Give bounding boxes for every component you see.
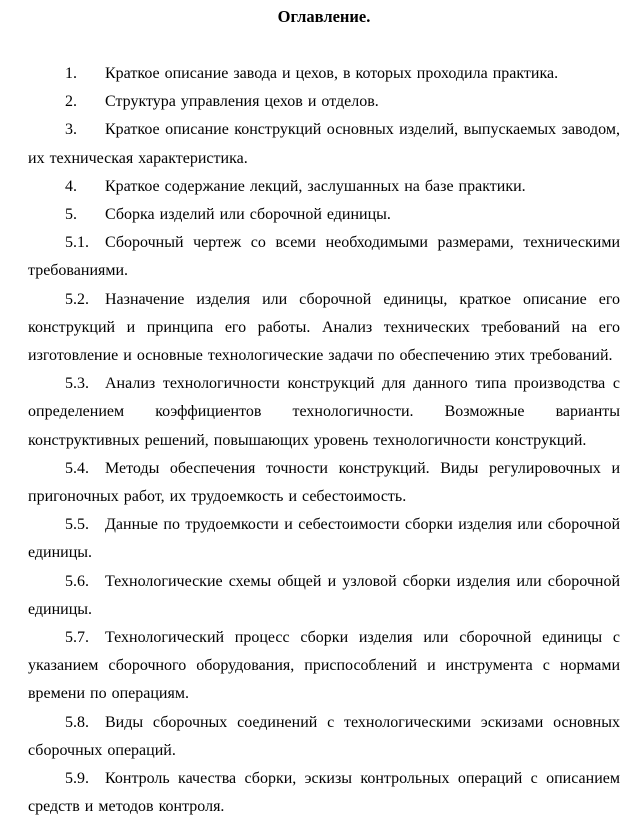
toc-item [28, 60, 620, 88]
page-title: Оглавление. [277, 7, 371, 26]
toc-item-number: 5.4. [65, 459, 89, 477]
toc-item [28, 88, 620, 116]
toc-item-text: Сборка изделий или сборочной единицы. [105, 206, 391, 224]
toc-item-text: Методы обеспечения точности конструкций. Виды регулировочных и пригоночных работ, их трудоемкость и себестоимость. [28, 459, 620, 506]
toc-item-text: Сборочный чертеж со всеми необходимыми размерами, техническими требованиями. [28, 234, 620, 280]
toc-item-number: 4. [65, 177, 77, 195]
toc-item-number: 5.9. [65, 770, 89, 788]
toc-item-number: 3. [65, 121, 77, 139]
toc-item [28, 116, 620, 172]
toc-item-text: Технологические схемы общей и узловой сборки изделия или сборочной единицы. [28, 572, 620, 618]
toc-item [28, 370, 620, 455]
toc-item-text: Контроль качества сборки, эскизы контрольных операций с описанием средств и методов контроля. [28, 770, 620, 816]
toc-item-number: 5. [65, 206, 77, 224]
toc-item [28, 709, 620, 765]
toc-item-text: Технологический процесс сборки изделия или сборочной единицы с указанием сборочного оборудования, приспособлений и инструмента с нормами времени по операциям. [28, 629, 620, 703]
toc-item [28, 286, 620, 371]
toc-item [28, 765, 620, 821]
toc-item [28, 511, 620, 567]
toc-item [28, 624, 620, 709]
toc-list [28, 60, 620, 821]
toc-item-text: Назначение изделия или сборочной единицы, краткое описание его конструкций и принципа его работы. Анализ технических требований на его изготовление и основные технологические задачи по обеспечению этих требований. [28, 290, 620, 365]
toc-item-text: Данные по трудоемкости и себестоимости сборки изделия или сборочной единицы. [28, 516, 620, 562]
toc-item [28, 201, 620, 229]
toc-item-number: 5.5. [65, 516, 89, 534]
toc-item-number: 5.7. [65, 629, 89, 647]
toc-item [28, 568, 620, 624]
toc-item-number: 1. [65, 65, 77, 82]
toc-item-number: 5.3. [65, 375, 89, 393]
toc-item [28, 455, 620, 511]
toc-item [28, 229, 620, 285]
toc-item-text: Краткое описание конструкций основных изделий, выпускаемых заводом, их техническая характеристика. [28, 121, 620, 167]
toc-item-text: Краткое описание завода и цехов, в которых проходила практика. [105, 65, 559, 82]
toc-item-text: Структура управления цехов и отделов. [105, 93, 379, 111]
toc-item-number: 2. [65, 93, 77, 111]
toc-item-number: 5.1. [65, 234, 89, 252]
toc-item-text: Виды сборочных соединений с технологическими эскизами основных сборочных операций. [28, 713, 620, 759]
toc-item-number: 5.2. [65, 290, 89, 308]
toc-item-text: Анализ технологичности конструкций для данного типа производства с определением коэффициентов технологичности. Возможные варианты конструктивных решений, повышающих уровень технологичности конструкций. [28, 375, 620, 449]
toc-item-text: Краткое содержание лекций, заслушанных на базе практики. [105, 177, 526, 195]
toc-item [28, 173, 620, 201]
toc-item-number: 5.6. [65, 572, 89, 590]
toc-item-number: 5.8. [65, 713, 89, 731]
